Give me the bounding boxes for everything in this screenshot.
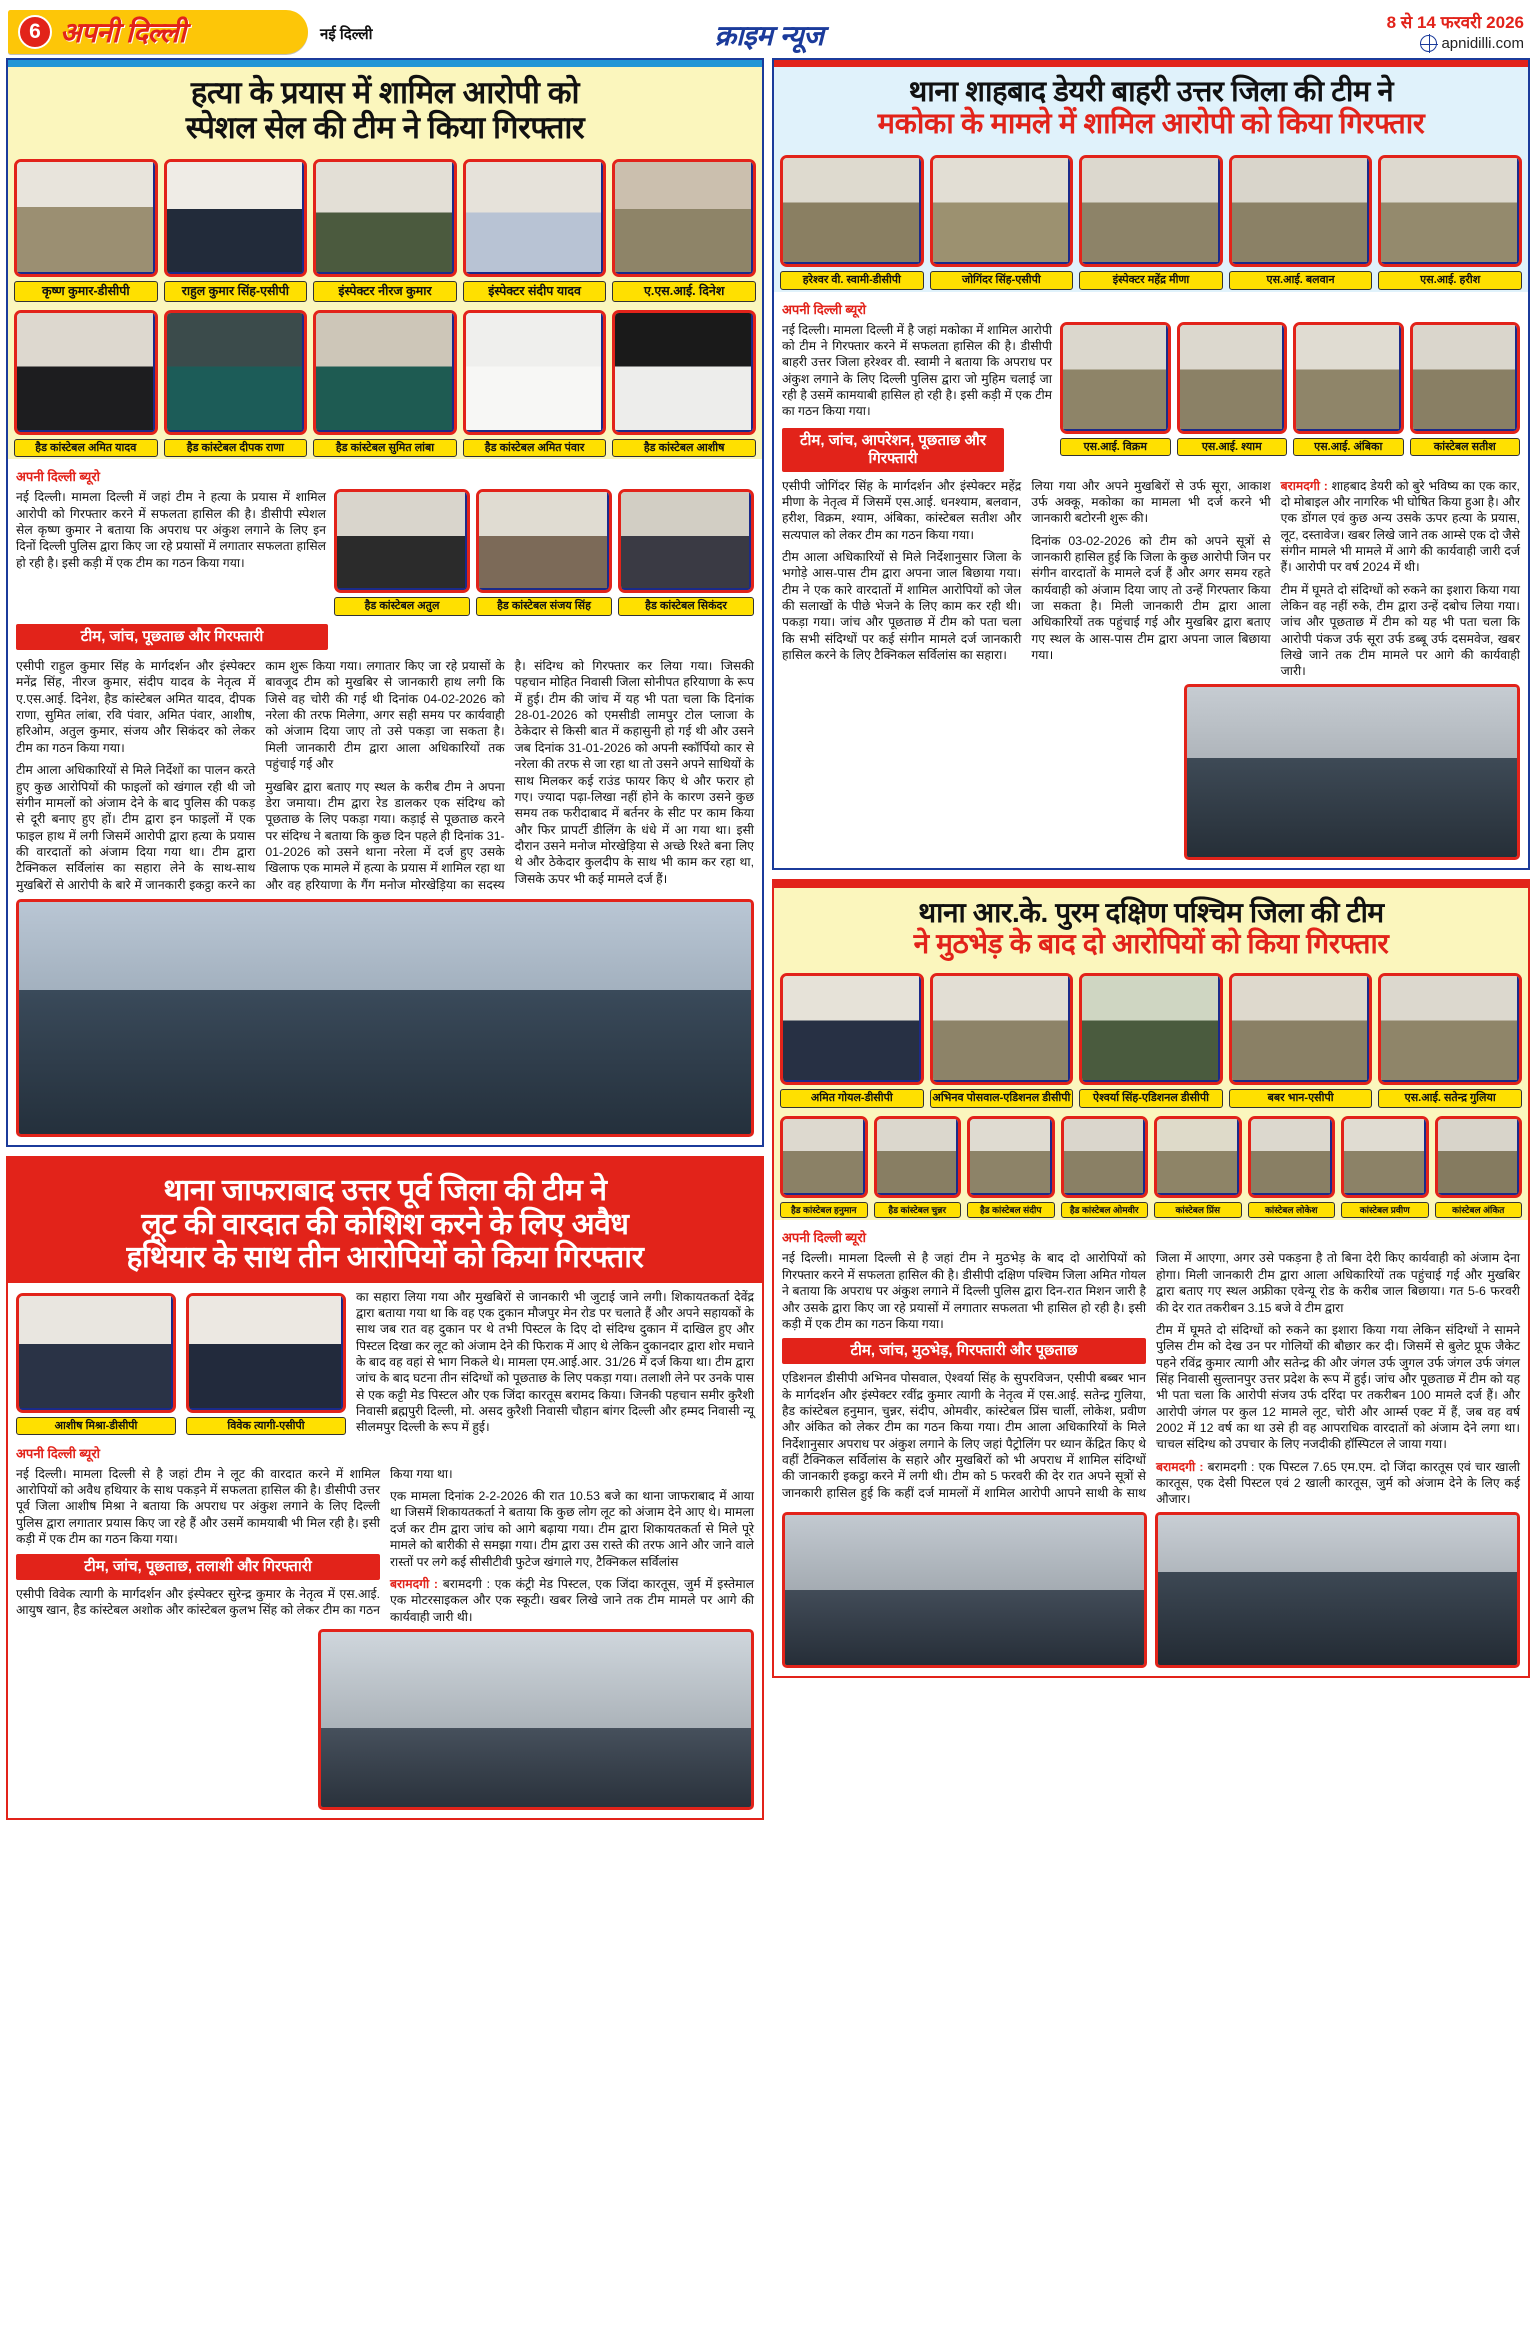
officer-caption: अमित गोयल-डीसीपी bbox=[780, 1089, 924, 1108]
accused-caption: हैड कांस्टेबल संजय सिंह bbox=[476, 597, 612, 616]
article-top-rule bbox=[774, 60, 1528, 67]
officer-photo bbox=[1061, 1116, 1149, 1198]
article1-photo-row-3 bbox=[334, 489, 754, 616]
issue-date: 8 से 14 फरवरी 2026 bbox=[1386, 13, 1524, 32]
officer-card bbox=[1378, 973, 1522, 1108]
article4-top-row bbox=[16, 1289, 754, 1442]
officer-photo bbox=[1435, 1116, 1523, 1198]
article1-para: टीम आला अधिकारियों से मिले निर्देशों का पालन करते हुए कुछ आरोपियों की फाइलों को खंगाल रही थी जो संगीन मामलों को अंजाम देने के बाद पुलिस की पकड़ से दूरी बनाए हुए हों। टीम द्वारा इन फाइलों में एक फाइल हाथ में लगी जिसमें आरोपी द्वारा हत्या के प्रयास की वारदातों को अंजाम दिया गया था। टीम द्वारा टैक्निकल सर्विलांस का सहारा लेने के साथ-साथ मुखबिरों से आरोपी के बारे में जानकारी इकट्ठा करने का काम शुरू किया गया। लगातार किए जा रहे प्रयासों के बावजूद टीम को मुखबिर से जानकारी हाथ लगी कि जिसे वह चोरी की गई थी दिनांक 04-02-2026 को नरेला की तरफ मिलेगा, अगर सही समय पर कार्यवाही को अंजाम दिया जाए तो उसे पकड़ा जा सकता है। मिली जानकारी टीम द्वारा आला अधिकारियों तक पहुंचाई गई और bbox=[16, 659, 505, 892]
officer-photo bbox=[874, 1116, 962, 1198]
officer-card bbox=[16, 1293, 176, 1436]
accused-caption: हैड कांस्टेबल सुमित लांबा bbox=[313, 439, 457, 458]
article3-para: नई दिल्ली। मामला दिल्ली से है जहां टीम ने मुठभेड़ के बाद दो आरोपियों को गिरफ्तार करने में सफलता हासिल की है। डीसीपी दक्षिण पश्चिम जिला अमित गोयल ने बताया कि अपराध पर अंकुश लगाने में दिल्ली पुलिस द्वारा दिन-रात मिशन जारी है और उसके द्वारा किए जा रहे प्रयासों में लगातार सफलता भी हासिल हो रही है। इसी कड़ी में एक टीम का गठन किया गया। bbox=[782, 1251, 1146, 1331]
officer-photo bbox=[1229, 973, 1373, 1085]
article4-photo-row bbox=[16, 1289, 346, 1442]
officer-caption: हैड कांस्टेबल हनुमान bbox=[780, 1202, 868, 1218]
article2-para: एसीपी जोगिंदर सिंह के मार्गदर्शन और इंस्पेक्टर महेंद्र मीणा के नेतृत्व में जिसमें एस.आई. धनश्याम, बलवान, हरीश, विक्रम, श्याम, अंबिका, कांस्टेबल सतीश और सत्यपाल को लेकर टीम का गठन किया गया। bbox=[782, 478, 1022, 542]
photo-subjects bbox=[785, 1590, 1144, 1665]
recovery-label: बरामदगी : bbox=[1280, 478, 1328, 493]
officer-photo bbox=[186, 1293, 346, 1413]
officer-card bbox=[1435, 1116, 1523, 1218]
website-url: apnidilli.com bbox=[1441, 35, 1524, 52]
article1-headline bbox=[8, 67, 762, 153]
officer-photo bbox=[463, 159, 607, 277]
photo-subjects bbox=[321, 1728, 751, 1807]
headline-line-3: हथियार के साथ तीन आरोपियों को किया गिरफ्तार bbox=[126, 1241, 644, 1275]
officer-card bbox=[14, 159, 158, 301]
officer-card bbox=[1154, 1116, 1242, 1218]
city-label: नई दिल्ली bbox=[320, 26, 373, 43]
article1-group-photo bbox=[16, 899, 754, 1137]
accused-card bbox=[334, 489, 470, 616]
article3-body bbox=[774, 1220, 1528, 1675]
officer-caption: अभिनव पोसवाल-एडिशनल डीसीपी bbox=[930, 1089, 1074, 1108]
headline-line-2: स्पेशल सेल की टीम ने किया गिरफ्तार bbox=[185, 109, 585, 145]
accused-caption: हैड कांस्टेबल अतुल bbox=[334, 597, 470, 616]
officer-photo bbox=[1154, 1116, 1242, 1198]
officer-caption: इंस्पेक्टर संदीप यादव bbox=[463, 281, 607, 301]
officer-caption: कांस्टेबल प्रवीण bbox=[1341, 1202, 1429, 1218]
article2-para: लिया गया और अपने मुखबिरों से उर्फ सूरा, आकाश उर्फ अक्कू, मकोका का मामला भी दर्ज करने भी जानकारी बटोरनी शुरू की। bbox=[1031, 478, 1271, 526]
article-shahbad-dairy-mcoca bbox=[772, 58, 1530, 870]
officer-photo bbox=[612, 159, 756, 277]
officer-caption: हैड कांस्टेबल संदीप bbox=[967, 1202, 1055, 1218]
officer-photo bbox=[14, 159, 158, 277]
article1-lede: नई दिल्ली। मामला दिल्ली में जहां टीम ने हत्या के प्रयास में शामिल आरोपी को गिरफ्तार करने में सफलता हासिल की है। डीसीपी स्पेशल सेल कृष्ण कुमार ने बताया कि अपराध पर अंकुश लगाने के लिए इन दिनों दिल्ली पुलिस द्वारा किए जा रहे प्रयासों में लगातार सफलता हासिल हो रही है। इसी कड़ी में एक टीम का गठन किया गया। bbox=[16, 490, 326, 570]
article2-photo-row-2 bbox=[1060, 322, 1520, 457]
officer-card bbox=[186, 1293, 346, 1436]
photo-subjects bbox=[1187, 758, 1517, 857]
officer-card bbox=[463, 159, 607, 301]
officer-caption: एस.आई. हरीश bbox=[1378, 271, 1522, 290]
officer-photo bbox=[1229, 155, 1373, 267]
article4-text-columns bbox=[16, 1466, 754, 1625]
officer-photo bbox=[1177, 322, 1288, 434]
article3-arrest-photo bbox=[1155, 1512, 1520, 1668]
officer-card bbox=[1060, 322, 1171, 457]
officer-card bbox=[313, 159, 457, 301]
accused-card bbox=[313, 310, 457, 458]
officer-card bbox=[1229, 155, 1373, 290]
article3-headline bbox=[774, 888, 1528, 968]
officer-card bbox=[1341, 1116, 1429, 1218]
officer-caption: एस.आई. श्याम bbox=[1177, 438, 1288, 457]
article-top-rule bbox=[8, 1158, 762, 1165]
article4-para: एसीपी विवेक त्यागी के मार्गदर्शन और इंस्पेक्टर सुरेन्द्र कुमार के नेतृत्व में एस.आई. आयुष खान, हैड कांस्टेबल अशोक और कांस्टेबल कुलभ सिंह को लेकर टीम का गठन किया गया था। bbox=[16, 1466, 453, 1617]
article4-recovery bbox=[390, 1576, 754, 1625]
article2-para: टीम आला अधिकारियों से मिले निर्देशानुसार जिला के भगोड़े आस-पास टीम द्वारा अपना जाल बिछाया गया। टीम ने एक कारे वारदातों में शामिल आरोपियों को जेल की सलाखों के पीछे भेजने के लिए काम कर रही थी। पकड़ा गया। जांच और पूछताछ में टीम को पता चला कि सभी संदिग्धों पर कई संगीन मामले दर्ज जानकारी हासिल करने के लिए टैक्निकल सर्विलांस का सहारा। bbox=[782, 550, 1022, 663]
recovery-text: बरामदगी : एक पिस्टल 7.65 एम.एम. दो जिंदा कारतूस एवं चार खाली कारतूस, एक देसी पिस्टल एवं 2 खाली कारतूस, जुर्म को अंजाम देने के लिए कई औजार। bbox=[1156, 1459, 1520, 1507]
officer-photo bbox=[930, 973, 1074, 1085]
article1-photo-row-1 bbox=[8, 153, 762, 303]
left-column bbox=[6, 58, 764, 1829]
article3-para: टीम में घूमते दो संदिग्धों को रुकने का इशारा किया गया लेकिन संदिग्धों ने सामने पुलिस टीम को देख उन पर गोलियों की बौछार कर दी। जिसमें से बुलेट प्रूफ जैकेट पहने रविंद्र कुमार त्यागी और सतेन्द्र की और जंगल उर्फ जुगल उर्फ जंगल उर्फ जंगल सिंह निवासी सुल्तानपुर उत्तर प्रदेश के रूप में हुई। जांच और पूछताछ में टीम को यह भी पता चला कि आरोपी संजय उर्फ दरिंदा पर तकरीबन 100 मामले दर्ज हैं। और आरोपी जंगल पर कुल 12 मामले लूट, चोरी और आर्म्स एक्ट में हैं, जब वह वर्ष 2002 में 12 वर्ष का था उसे ही वह आपराधिक वारदातों को अंजाम देने लगा था। चाचल संदिग्ध को उपचार के लिए नजदीकी हॉस्पिटल ले जाया गया। bbox=[1156, 1322, 1520, 1452]
accused-photo bbox=[164, 310, 308, 435]
officer-card bbox=[930, 155, 1074, 290]
article4-para: का सहारा लिया गया और मुखबिरों से जानकारी भी जुटाई जाने लगी। शिकायतकर्ता देवेंद्र द्वारा बताया गया था कि वह एक दुकान मौजपुर मेन रोड पर चलाते हैं और अपने सहायकों के साथ जब रात वह दुकान पर थे तभी पिस्टल के दिए दो संदिग्ध दुकान में दाखिल हुए और पिस्टल दिखा कर लूट को अंजाम देने की फिराक में आए थे लेकिन दुकानदार द्वारा शोर मचाने के बाद वह वहां से भाग निकले थे। मामला एम.आई.आर. 31/26 में दर्ज किया था। टीम द्वारा जांच के बाद घटना तीन संदिग्धों को पूछताछ के लिए पकड़ा गया। तलाशी लेने पर उनके पास से एक कट्टी मेड पिस्टल और एक जिंदा कारतूस बरामद किया। जिनकी पहचान समीर कुरैशी निवासी ब्रह्मपुरी दिल्ली, मो. असद कुरैशी निवासी चौहान बांगर दिल्ली और हम्मद निवासी न्यू सीलमपुर दिल्ली के रूप में हुई। bbox=[356, 1289, 754, 1435]
article4-evidence-photo bbox=[318, 1629, 754, 1810]
photo-subjects bbox=[19, 990, 751, 1134]
accused-photo bbox=[463, 310, 607, 435]
officer-photo bbox=[967, 1116, 1055, 1198]
article3-byline: अपनी दिल्ली ब्यूरो bbox=[782, 1230, 867, 1246]
article3-para: एडिशनल डीसीपी अभिनव पोसवाल, ऐश्वर्या सिंह के सुपरविजन, एसीपी बब्बर भान के मार्गदर्शन और इंस्पेक्टर रवींद्र कुमार त्यागी के नेतृत्व में एस.आई. सतेन्द्र गुलिया, हैड कांस्टेबल हनुमान, चुन्नर, संदीप, ओमवीर, कांस्टेबल प्रिंस चार्ली, लोकेश, प्रवीण और अंकित को लेकर टीम का गठन किया गया। टीम आला अधिकारियों के मिले निर्देशानुसार अपराध पर अंकुश लगाने के लिए जहां पैट्रोलिंग पर ध्यान केंद्रित किए थे वहीं टैक्निकल सर्विलांस के सहारे और मुखबिरों को भी अपराध में शामिल संदिग्धों की जानकारी इकट्ठा करने में लगी थी। टीम को 5 फरवरी की देर रात अपने सूत्रों से जानकारी हासिल हुई कि कहीं दर्ज मामलों में शामिल आरोपी आपने साथी के साथ जिला में आएगा, अगर उसे पकड़ना है तो बिना देरी किए कार्यवाही को अंजाम देना होगा। मिली जानकारी टीम द्वारा आला अधिकारियों तक पहुंचाई गई और मुखबिर द्वारा बताए गए स्थल अफ्रीका एवेन्यू रोड के करीब जाल बिछाया। गत 5-6 फरवरी की देर रात तकरीबन 3.15 बजे वे टीम द्वारा bbox=[782, 1251, 1520, 1500]
article3-photo-row-2 bbox=[774, 1110, 1528, 1220]
officer-caption: हैड कांस्टेबल ओमवीर bbox=[1061, 1202, 1149, 1218]
article4-para: नई दिल्ली। मामला दिल्ली से है जहां टीम ने लूट की वारदात करने में शामिल आरोपियों को अवैध हथियार के साथ पकड़ने में सफलता हासिल की है। डीसीपी उत्तर पूर्व जिला आशीष मिश्रा ने बताया कि अपराध पर अंकुश लगाने के लिए दिल्ली पुलिस द्वारा लगातार प्रयास किए जा रहे हैं और उसमें कामयाबी भी मिल रही है। इसी कड़ी में एक टीम का गठन किया गया। bbox=[16, 1466, 380, 1547]
photo-subjects bbox=[1158, 1572, 1517, 1665]
accused-photo bbox=[334, 489, 470, 593]
officer-card bbox=[164, 159, 308, 301]
article4-headline bbox=[8, 1165, 762, 1283]
article3-recovery bbox=[1156, 1459, 1520, 1508]
officer-photo bbox=[1378, 155, 1522, 267]
officer-photo bbox=[780, 973, 924, 1085]
recovery-text: बरामदगी : एक कंट्री मेड पिस्टल, एक जिंदा कारतूस, जुर्म में इस्तेमाल एक मोटरसाइकल और एक स्कूटी। खबर लिखे जाने तक टीम मामले पर आगे की कार्यवाही जारी थी। bbox=[390, 1576, 754, 1624]
article1-photo-row-2 bbox=[8, 304, 762, 460]
officer-card bbox=[1177, 322, 1288, 457]
officer-caption: एस.आई. विक्रम bbox=[1060, 438, 1171, 457]
officer-card bbox=[1293, 322, 1404, 457]
officer-card bbox=[1378, 155, 1522, 290]
officer-photo bbox=[164, 159, 308, 277]
article-attempt-murder-special-cell bbox=[6, 58, 764, 1147]
article2-para: दिनांक 03-02-2026 को टीम को अपने सूत्रों से जानकारी हासिल हुई कि जिला के कुछ आरोपी जिन पर संगीन वारदातों के मामले दर्ज हैं और अगर समय रहते कार्यवाही को अंजाम दिया जाए तो उन्हें गिरफ्तार किया जा सकता है। मिली जानकारी टीम द्वारा आला अधिकारियों तक पहुंचाई गई और मुखबिर द्वारा बताए गए स्थल के आस-पास टीम द्वारा अपना जाल बिछाया गया। bbox=[1031, 533, 1271, 663]
officer-photo bbox=[1079, 973, 1223, 1085]
officer-card bbox=[1079, 155, 1223, 290]
article1-text-columns bbox=[16, 656, 754, 893]
article1-subhead: टीम, जांच, पूछताछ और गिरफ्तारी bbox=[16, 624, 328, 650]
article2-body bbox=[774, 292, 1528, 868]
officer-caption: एस.आई. सतेन्द्र गुलिया bbox=[1378, 1089, 1522, 1108]
article1-byline: अपनी दिल्ली ब्यूरो bbox=[16, 469, 101, 485]
accused-caption: हैड कांस्टेबल सिकंदर bbox=[618, 597, 754, 616]
article2-lede: नई दिल्ली। मामला दिल्ली में है जहां मकोका में शामिल आरोपी को टीम ने गिरफ्तार करने में सफलता हासिल की है। डीसीपी बाहरी उत्तर जिला हरेश्वर वी. स्वामी ने बताया कि अपराध पर अंकुश लगाने के लिए दिल्ली पुलिस द्वारा जो मुहिम चलाई जा रही है उसमें कामयाबी हासिल हो रही है। इसी कड़ी में एक टीम का गठन किया गया। bbox=[782, 322, 1052, 419]
officer-caption: कृष्ण कुमार-डीसीपी bbox=[14, 281, 158, 301]
officer-caption: ए.एस.आई. दिनेश bbox=[612, 281, 756, 301]
two-column-layout bbox=[0, 58, 1538, 1829]
article3-subhead: टीम, जांच, मुठभेड़, गिरफ्तारी और पूछताछ bbox=[782, 1338, 1146, 1364]
masthead bbox=[0, 0, 1538, 58]
officer-caption: कांस्टेबल अंकित bbox=[1435, 1202, 1523, 1218]
article2-recovery bbox=[1281, 478, 1520, 576]
officer-photo bbox=[1060, 322, 1171, 434]
officer-card bbox=[780, 155, 924, 290]
article2-byline: अपनी दिल्ली ब्यूरो bbox=[782, 301, 867, 317]
accused-photo bbox=[313, 310, 457, 435]
headline-line-2: मकोका के मामले में शामिल आरोपी को किया गिरफ्तार bbox=[877, 108, 1425, 141]
officer-card bbox=[780, 973, 924, 1108]
officer-photo bbox=[1410, 322, 1521, 434]
section-title: क्राइम न्यूज bbox=[714, 20, 824, 51]
officer-card bbox=[967, 1116, 1055, 1218]
article2-photo-row-1 bbox=[774, 149, 1528, 292]
logo-text: अपनी दिल्ली bbox=[60, 17, 186, 48]
accused-card bbox=[14, 310, 158, 458]
officer-photo bbox=[1341, 1116, 1429, 1198]
officer-caption: इंस्पेक्टर नीरज कुमार bbox=[313, 281, 457, 301]
officer-photo bbox=[1293, 322, 1404, 434]
website-line bbox=[1387, 35, 1524, 52]
accused-caption: हैड कांस्टेबल अमित यादव bbox=[14, 439, 158, 458]
officer-caption: विवेक त्यागी-एसीपी bbox=[186, 1417, 346, 1436]
officer-card bbox=[930, 973, 1074, 1108]
accused-caption: हैड कांस्टेबल अमित पंवार bbox=[463, 439, 607, 458]
officer-photo bbox=[930, 155, 1074, 267]
officer-caption: हरेश्वर वी. स्वामी-डीसीपी bbox=[780, 271, 924, 290]
article1-para: मुखबिर द्वारा बताए गए स्थल के करीब टीम ने अपना डेरा जमाया। टीम द्वारा रेड डालकर एक संदिग्ध को पूछताछ के लिए पकड़ा गया। कड़ाई से पूछताछ करने पर संदिग्ध ने बताया कि कुछ दिन पहले ही दिनांक 31-01-2026 को उसने थाना नरेला में दर्ज हुए उसके खिलाफ एक मामले में हत्या के प्रयास में शामिल रहा था और वह हरियाणा के गैंग मनोज मोरखेड़िया का सदस्य है। संदिग्ध को गिरफ्तार कर लिया गया। जिसकी पहचान मोहित निवासी जिला सोनीपत हरियाणा के रूप में हुई। टीम की जांच में यह भी पता चला कि दिनांक 28-01-2026 को एमसीडी लामपुर टोल प्लाजा के ठेकेदार से किसी बात में कहासुनी हो गई थी और उसने जब दिनांक 31-01-2026 को अपनी स्कॉर्पियो कार से नरेला की तरफ से जा रहा था तो उसने अपने साथियों के साथ मिलकर कई राउंड फायर किए थे और फरार हो गए। ज्यादा पढ़ा-लिखा नहीं होने के कारण उसने कुछ समय तक फरीदाबाद में बर्तनर के सीट पर काम किया और फिर प्रापर्टी डीलिंग के धंधे में आ गया था। इसी दौरान उसने मनोज मोरखेड़िया से अच्छे रिश्ते बना लिए थे और ठेकेदार कुलदीप के साथ भी काम कर रहा था, जिसके ऊपर भी कई मामले दर्ज हैं। bbox=[265, 659, 754, 892]
article2-subhead: टीम, जांच, आपरेशन, पूछताछ और गिरफ्तारी bbox=[782, 428, 1004, 472]
officer-card bbox=[1248, 1116, 1336, 1218]
officer-caption: ऐश्वर्या सिंह-एडिशनल डीसीपी bbox=[1079, 1089, 1223, 1108]
officer-photo bbox=[1079, 155, 1223, 267]
officer-caption: इंस्पेक्टर महेंद्र मीणा bbox=[1079, 271, 1223, 290]
headline-line-1: थाना जाफराबाद उत्तर पूर्व जिला की टीम ने bbox=[163, 1173, 607, 1207]
article2-text-columns bbox=[782, 478, 1520, 680]
article-top-rule bbox=[774, 881, 1528, 888]
article2-headline bbox=[774, 67, 1528, 149]
headline-line-2: ने मुठभेड़ के बाद दो आरोपियों को किया गिरफ्तार bbox=[913, 928, 1389, 960]
officer-photo bbox=[313, 159, 457, 277]
article4-para: एक मामला दिनांक 2-2-2026 की रात 10.53 बजे का थाना जाफराबाद में आया था जिसमें शिकायतकर्ता ने बताया कि कुछ लोग लूट को अंजाम देने आए थे। मामला दर्ज कर टीम द्वारा जांच को आगे बढ़ाया गया। टीम द्वारा शिकायतकर्ता से मिले पूरे मामले को बारीकी से समझा गया। टीम द्वारा उस रास्ते की तरफ आने और जाने वाले रास्तों पर लगे कई सीसीटीवी फुटेज खंगाले गए, टैक्निकल सर्विलांस bbox=[390, 1489, 754, 1569]
article3-photo-strip-bottom bbox=[782, 1512, 1520, 1668]
officer-caption: जोगिंदर सिंह-एसीपी bbox=[930, 271, 1074, 290]
article4-byline: अपनी दिल्ली ब्यूरो bbox=[16, 1445, 101, 1461]
accused-card bbox=[463, 310, 607, 458]
accused-photo bbox=[14, 310, 158, 435]
officer-caption: हैड कांस्टेबल चुन्नर bbox=[874, 1202, 962, 1218]
officer-caption: कांस्टेबल प्रिंस bbox=[1154, 1202, 1242, 1218]
officer-photo bbox=[1378, 973, 1522, 1085]
officer-photo bbox=[780, 155, 924, 267]
accused-card bbox=[612, 310, 756, 458]
article2-para: टीम में घूमते दो संदिग्धों को रुकने का इशारा किया गया लेकिन वह नहीं रुके, टीम द्वारा उन्हें दबोच लिया गया। जांच और पूछताछ में टीम को यह भी पता चला कि आरोपी पंकज उर्फ सूरा उर्फ डब्बू उर्फ दसमवेज, खबर लिखे जाने तक टीम मामले पर आगे की कार्यवाही जारी। bbox=[1280, 582, 1520, 679]
officer-card bbox=[1229, 973, 1373, 1108]
officer-caption: आशीष मिश्रा-डीसीपी bbox=[16, 1417, 176, 1436]
article2-group-photo bbox=[1184, 684, 1520, 860]
article-top-rule bbox=[8, 60, 762, 67]
officer-caption: बबर भान-एसीपी bbox=[1229, 1089, 1373, 1108]
officer-card bbox=[612, 159, 756, 301]
article-jafrabad-loot-attempt bbox=[6, 1156, 764, 1820]
right-column bbox=[772, 58, 1530, 1829]
headline-line-1: थाना आर.के. पुरम दक्षिण पश्चिम जिला की टीम bbox=[918, 896, 1384, 928]
officer-card bbox=[780, 1116, 868, 1218]
page-number: 6 bbox=[18, 15, 52, 49]
officer-caption: कांस्टेबल लोकेश bbox=[1248, 1202, 1336, 1218]
article4-intro-text bbox=[356, 1289, 754, 1442]
article1-para: एसीपी राहुल कुमार सिंह के मार्गदर्शन और इंस्पेक्टर मनेंद्र सिंह, नीरज कुमार, संदीप यादव के नेतृत्व में ए.एस.आई. दिनेश, हैड कांस्टेबल अमित यादव, दीपक राणा, सुमित लांबा, रवि पंवार, अमित पंवार, आशीष, हरिओम, अतुल कुमार, संजय और सिकंदर को लेकर टीम का गठन किया गया। bbox=[16, 659, 256, 755]
article-rk-puram-encounter bbox=[772, 879, 1530, 1678]
accused-photo bbox=[618, 489, 754, 593]
officer-photo bbox=[780, 1116, 868, 1198]
accused-photo bbox=[612, 310, 756, 435]
officer-card bbox=[1410, 322, 1521, 457]
officer-caption: कांस्टेबल सतीश bbox=[1410, 438, 1521, 457]
accused-caption: हैड कांस्टेबल आशीष bbox=[612, 439, 756, 458]
article3-photo-row-1 bbox=[774, 967, 1528, 1110]
globe-icon bbox=[1420, 35, 1437, 52]
officer-card bbox=[1061, 1116, 1149, 1218]
accused-card bbox=[476, 489, 612, 616]
headline-line-2: लूट की वारदात की कोशिश करने के लिए अवैध bbox=[141, 1207, 629, 1241]
recovery-text: शाहबाद डेयरी को बुरे भविष्य का एक कार, दो मोबाइल और नागरिक भी घोषित किया हुआ है। और एक डोंगल एवं कुछ अन्य उसके ऊपर हत्या के प्रयास, लूट, दस्तावेज। खबर लिखे जाने तक आम्से एक दो जैसे संगीन मामले भी मामले में आगे की कार्यवाही जारी दर्ज हैं। आरोपी पर वर्ष 2024 में थी। bbox=[1280, 478, 1520, 575]
officer-card bbox=[1079, 973, 1223, 1108]
article4-body bbox=[8, 1283, 762, 1818]
accused-card bbox=[164, 310, 308, 458]
article3-text-columns bbox=[782, 1250, 1520, 1507]
article4-subhead: टीम, जांच, पूछताछ, तलाशी और गिरफ्तारी bbox=[16, 1554, 380, 1580]
officer-card bbox=[874, 1116, 962, 1218]
article1-body bbox=[8, 459, 762, 1144]
masthead-right bbox=[1387, 10, 1524, 52]
recovery-label: बरामदगी : bbox=[1156, 1459, 1204, 1474]
recovery-label: बरामदगी : bbox=[390, 1576, 439, 1591]
accused-photo bbox=[476, 489, 612, 593]
officer-caption: एस.आई. बलवान bbox=[1229, 271, 1373, 290]
headline-line-1: हत्या के प्रयास में शामिल आरोपी को bbox=[190, 75, 580, 110]
officer-photo bbox=[1248, 1116, 1336, 1198]
officer-caption: एस.आई. अंबिका bbox=[1293, 438, 1404, 457]
accused-card bbox=[618, 489, 754, 616]
accused-caption: हैड कांस्टेबल दीपक राणा bbox=[164, 439, 308, 458]
article3-evidence-photo bbox=[782, 1512, 1147, 1668]
officer-photo bbox=[16, 1293, 176, 1413]
headline-line-1: थाना शाहबाद डेयरी बाहरी उत्तर जिला की टीम ने bbox=[908, 76, 1394, 108]
officer-caption: राहुल कुमार सिंह-एसीपी bbox=[164, 281, 308, 301]
